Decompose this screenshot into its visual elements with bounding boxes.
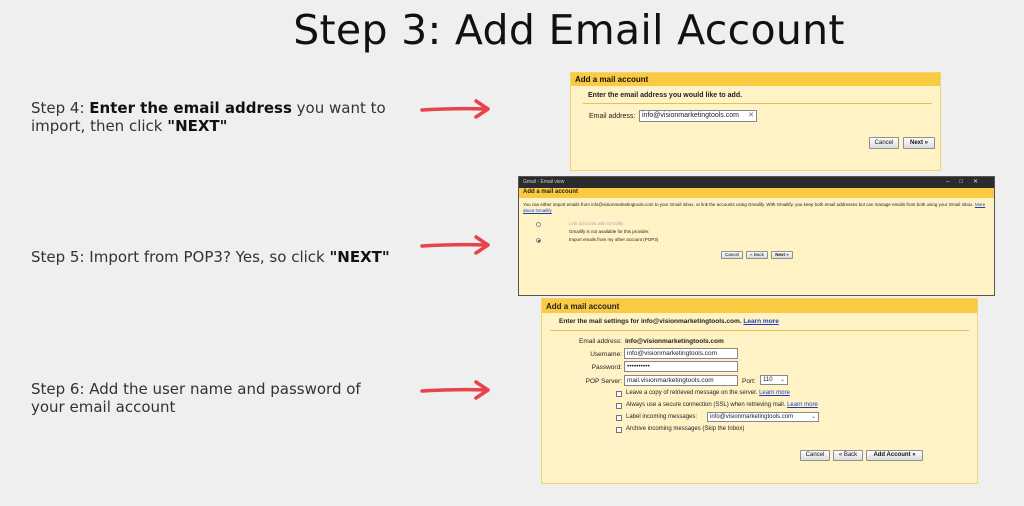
- description-text: You can either import emails from info@visionmarketingtools.com to your Gmail inbox, or link the accounts using Gmailify. With Gmailify, you keep both email addresses but can manage emails from both using your Gmail inbox.: [523, 202, 974, 207]
- option-pop3: Import emails from my other account (POP3): [569, 237, 659, 242]
- panel-description: [519, 198, 994, 214]
- option-gmailify: Link accounts with Gmailify: [569, 221, 624, 226]
- port-value: 110: [763, 377, 773, 383]
- label-select-value: info@visionmarketingtools.com: [710, 414, 794, 420]
- step-4-prefix: Step 4:: [31, 99, 90, 117]
- learn-more-link[interactable]: More about Gmailify: [523, 202, 986, 213]
- email-label: Email address:: [579, 338, 622, 345]
- step-4-next: "NEXT": [167, 117, 228, 135]
- clear-icon[interactable]: ✕: [748, 112, 754, 119]
- password-label: Password:: [591, 364, 622, 371]
- page-title: Step 3: Add Email Account: [293, 6, 845, 54]
- learn-more-link[interactable]: Learn more: [787, 402, 818, 408]
- cancel-button[interactable]: Cancel: [869, 137, 899, 149]
- port-label: Port:: [742, 378, 756, 385]
- email-input[interactable]: [639, 110, 757, 122]
- radio-pop3[interactable]: [536, 238, 541, 243]
- arrow-icon: [420, 234, 492, 256]
- leave-copy-text: Leave a copy of retrieved message on the server.: [626, 390, 758, 396]
- add-mail-account-panel-2: [518, 176, 995, 296]
- next-button[interactable]: Next »: [771, 251, 793, 259]
- pop-server-label: POP Server:: [585, 378, 622, 385]
- window-controls[interactable]: –□✕: [946, 179, 988, 185]
- pop-server-input[interactable]: mail.visionmarketingtools.com: [624, 375, 738, 386]
- label-incoming-checkbox[interactable]: [616, 415, 622, 421]
- port-select[interactable]: [760, 375, 788, 385]
- panel-header: Add a mail account: [519, 188, 994, 198]
- archive-label: Archive incoming messages (Skip the Inbox): [626, 426, 745, 432]
- learn-more-link[interactable]: Learn more: [759, 390, 790, 396]
- chevron-down-icon: ⌄: [779, 377, 785, 383]
- ssl-text: Always use a secure connection (SSL) when retrieving mail.: [626, 402, 786, 408]
- password-input[interactable]: ••••••••••: [624, 361, 738, 372]
- panel-header: Add a mail account: [571, 73, 940, 86]
- cancel-button[interactable]: Cancel: [800, 450, 830, 461]
- step-6-text: Step 6: Add the user name and password of your email account: [31, 380, 361, 416]
- next-button[interactable]: Next »: [903, 137, 935, 149]
- chevron-down-icon: ⌄: [810, 414, 816, 420]
- back-button[interactable]: « Back: [833, 450, 863, 461]
- email-input-value: info@visionmarketingtools.com: [642, 112, 739, 119]
- cancel-button[interactable]: Cancel: [721, 251, 743, 259]
- step-4-bold: Enter the email address: [89, 99, 292, 117]
- step-4-mid: you want to import, then click: [31, 99, 386, 135]
- archive-checkbox[interactable]: [616, 427, 622, 433]
- option-gmailify-note: Gmailify is not available for this provider.: [569, 229, 650, 234]
- ssl-checkbox[interactable]: [616, 403, 622, 409]
- learn-more-link[interactable]: Learn more: [743, 318, 779, 325]
- add-mail-account-panel-1: [570, 72, 941, 171]
- label-incoming-label: Label incoming messages:: [626, 414, 698, 420]
- window-titlebar: [519, 177, 994, 188]
- back-button[interactable]: « Back: [746, 251, 768, 259]
- step-5-next: "NEXT": [329, 248, 390, 266]
- panel-header: Add a mail account: [542, 299, 977, 313]
- leave-copy-label: [626, 390, 790, 396]
- step-4-text: [31, 99, 391, 135]
- label-select[interactable]: [707, 412, 819, 422]
- arrow-icon: [420, 98, 492, 120]
- arrow-icon: [420, 379, 492, 401]
- panel-subtitle: Enter the email address you would like to add.: [588, 92, 743, 99]
- radio-gmailify[interactable]: [536, 222, 541, 227]
- add-account-button[interactable]: Add Account »: [866, 450, 923, 461]
- add-mail-account-panel-3: [541, 298, 978, 484]
- email-value: info@visionmarketingtools.com: [625, 338, 724, 345]
- step-5-text: [31, 248, 411, 266]
- step-5-prefix: Step 5: Import from POP3? Yes, so click: [31, 248, 330, 266]
- leave-copy-checkbox[interactable]: [616, 391, 622, 397]
- ssl-label: [626, 402, 818, 408]
- window-title: Gmail - Email view: [523, 179, 565, 185]
- username-label: Username:: [590, 351, 622, 358]
- email-label: Email address:: [589, 113, 636, 120]
- divider: [550, 330, 969, 331]
- panel-subtitle: [542, 313, 977, 325]
- username-input[interactable]: info@visionmarketingtools.com: [624, 348, 738, 359]
- subtitle-text: Enter the mail settings for info@visionmarketingtools.com.: [559, 318, 742, 325]
- divider: [583, 103, 932, 104]
